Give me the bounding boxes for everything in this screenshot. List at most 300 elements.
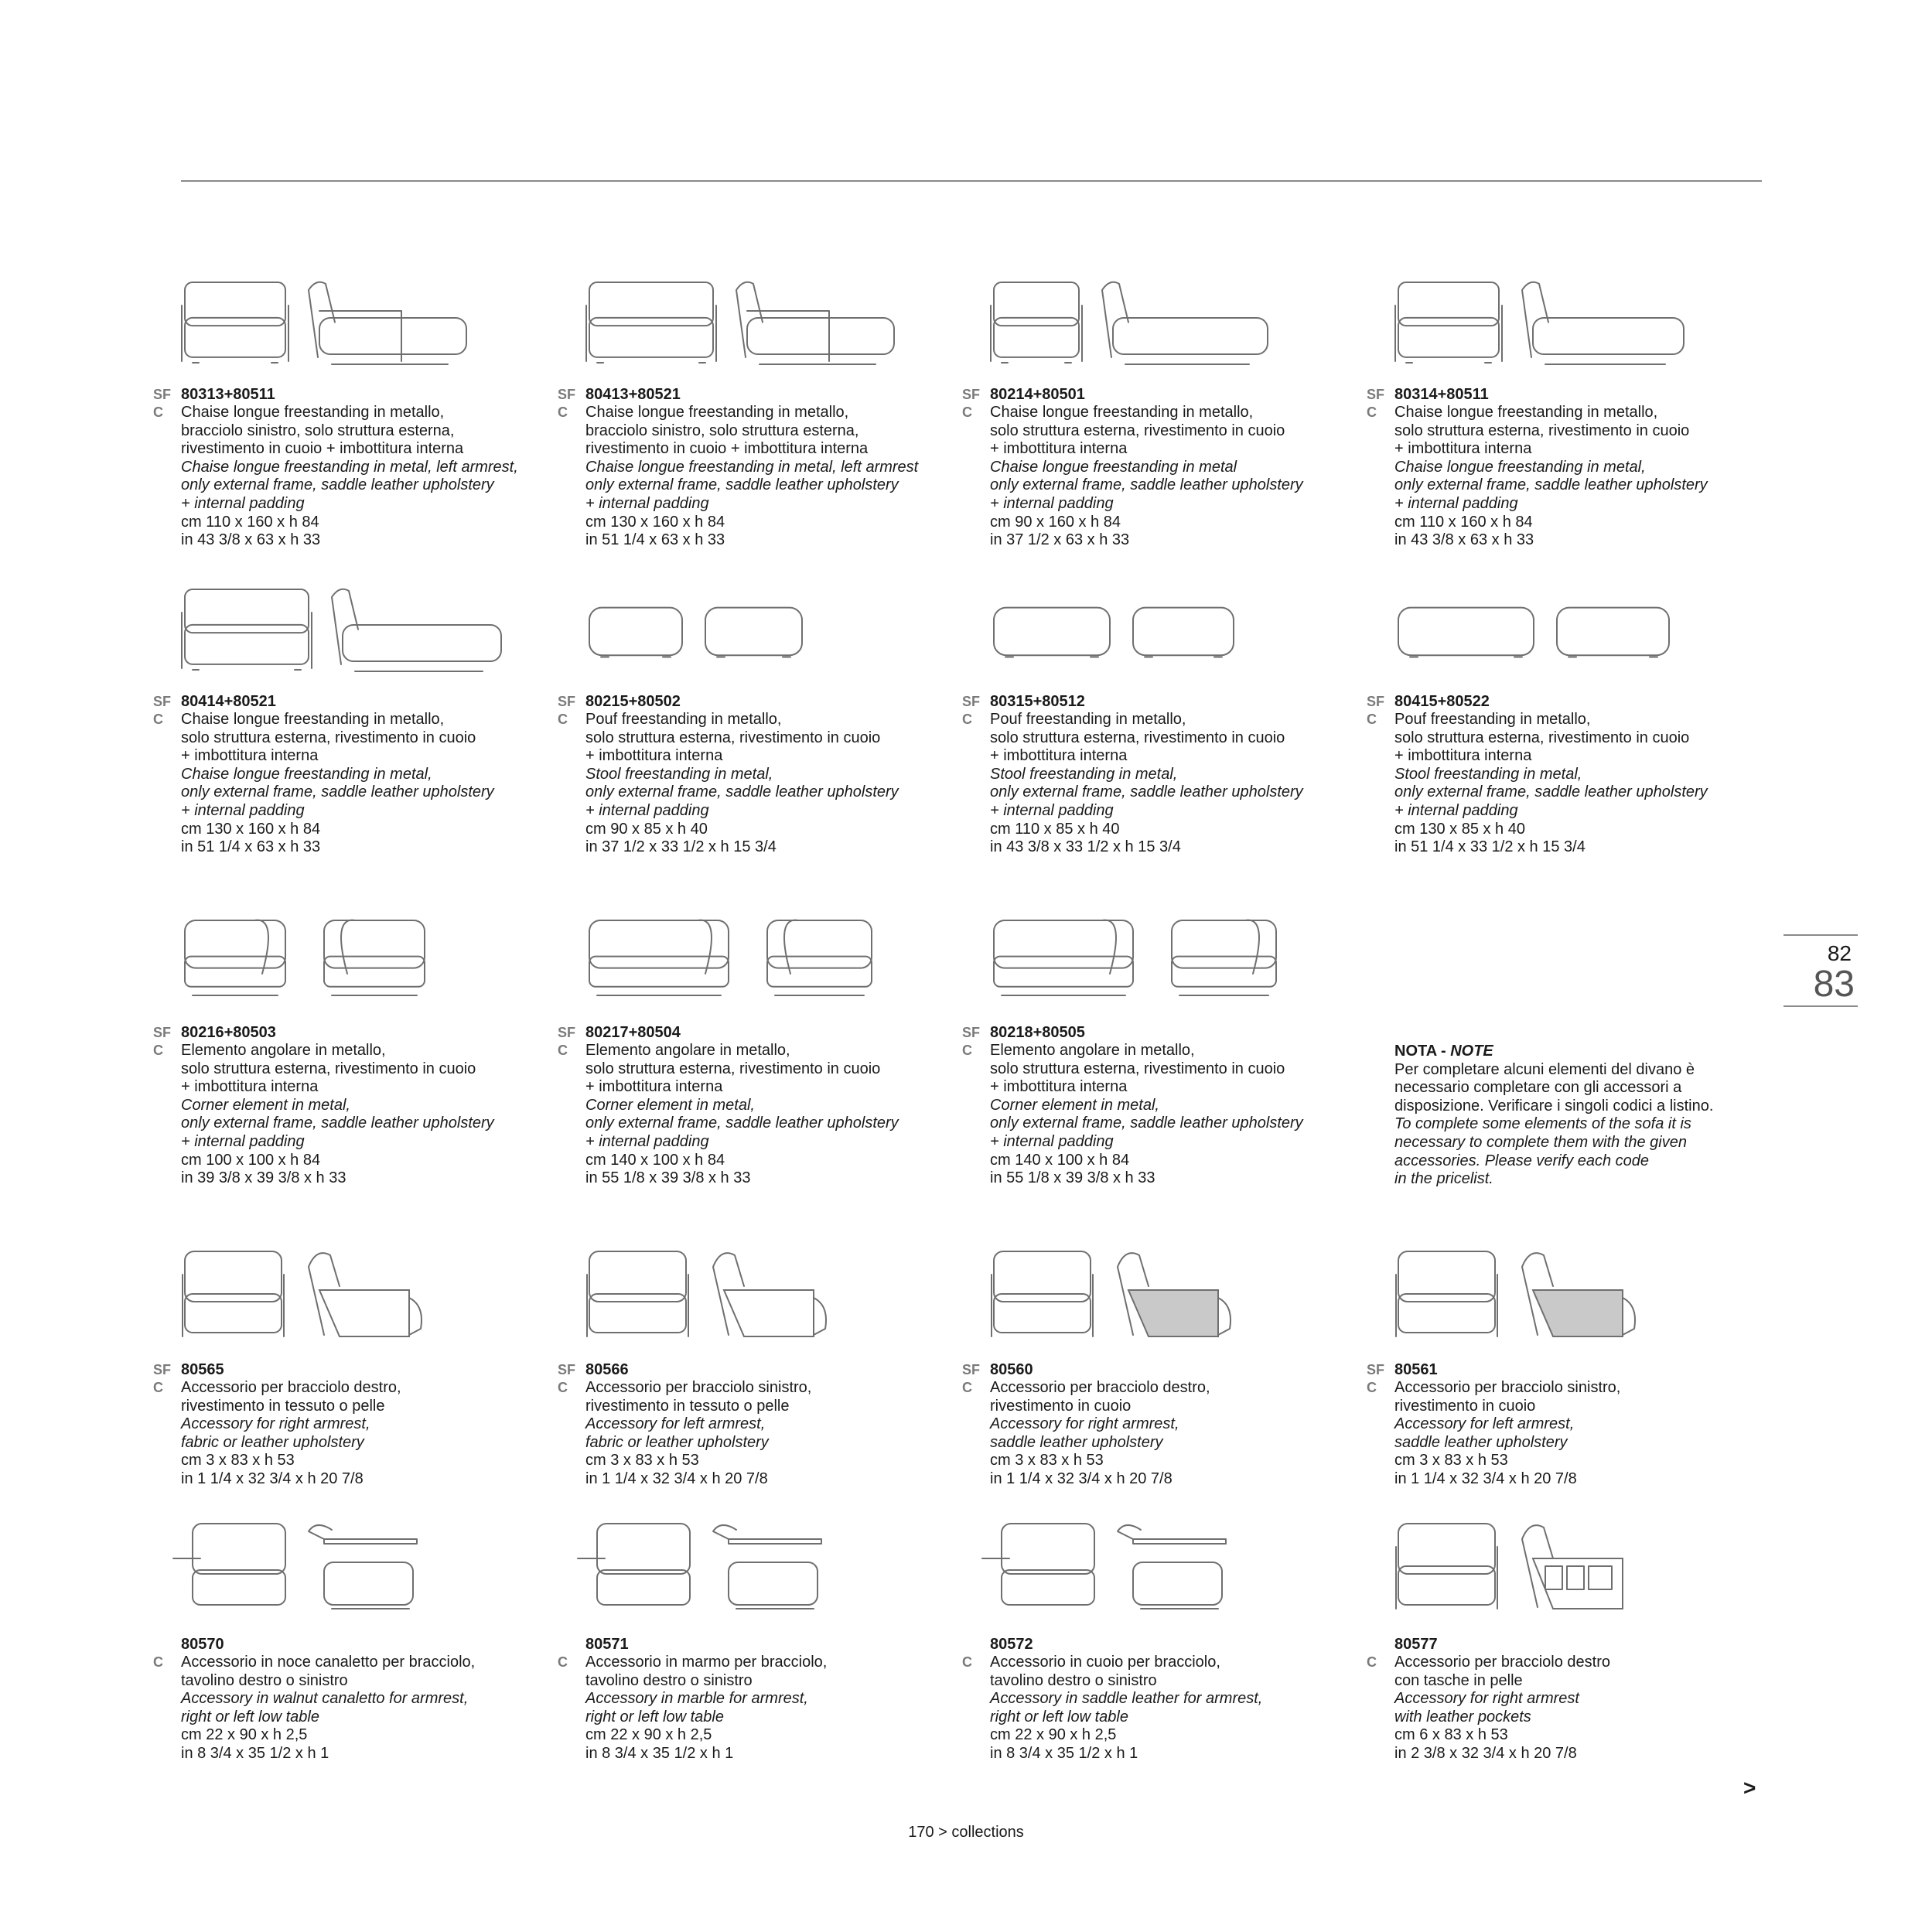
product-description bbox=[153, 1654, 475, 1763]
product-code: 80566 bbox=[585, 1361, 629, 1378]
description-line: Pouf freestanding in metallo, bbox=[990, 711, 1186, 728]
description-line-en: Accessory for left armrest, bbox=[585, 1415, 766, 1433]
product-code-row bbox=[962, 1635, 1033, 1654]
product-drawing-svg bbox=[181, 1244, 537, 1344]
product-description bbox=[1367, 1654, 1610, 1763]
spacer bbox=[153, 1398, 181, 1416]
spacer bbox=[1367, 838, 1394, 857]
description-line: cm 130 x 160 x h 84 bbox=[181, 820, 321, 838]
spacer bbox=[558, 1133, 585, 1152]
spacer bbox=[558, 1152, 585, 1170]
description-line-en: Chaise longue freestanding in metal, bbox=[1394, 458, 1646, 476]
description-line: cm 140 x 100 x h 84 bbox=[990, 1151, 1130, 1169]
product-drawing-svg bbox=[181, 909, 537, 1009]
description-line-en: Accessory in saddle leather for armrest, bbox=[990, 1690, 1263, 1708]
description-line: in 1 1/4 x 32 3/4 x h 20 7/8 bbox=[585, 1469, 768, 1487]
product-description bbox=[558, 404, 918, 550]
spacer bbox=[558, 440, 585, 459]
spacer bbox=[962, 440, 990, 459]
description-line-en: + internal padding bbox=[181, 494, 305, 512]
description-line-en: Accessory for right armrest, bbox=[181, 1415, 370, 1433]
description-line: cm 6 x 83 x h 53 bbox=[1394, 1726, 1508, 1744]
spacer bbox=[558, 1114, 585, 1133]
description-line-en: + internal padding bbox=[585, 801, 709, 819]
product-drawing bbox=[585, 582, 941, 682]
product-drawing bbox=[990, 582, 1346, 682]
spacer bbox=[558, 1398, 585, 1416]
c-tag: C bbox=[153, 1654, 163, 1670]
product-code: 80218+80505 bbox=[990, 1024, 1085, 1041]
product-drawing bbox=[181, 1244, 537, 1344]
spacer bbox=[1367, 495, 1394, 514]
description-line: rivestimento in cuoio + imbottitura interna bbox=[585, 440, 869, 458]
spacer bbox=[1367, 729, 1394, 748]
description-line: + imbottitura interna bbox=[990, 747, 1128, 765]
product-code-row bbox=[1367, 1635, 1438, 1654]
spacer bbox=[962, 1114, 990, 1133]
description-line: cm 110 x 85 x h 40 bbox=[990, 820, 1120, 838]
description-line: in 55 1/8 x 39 3/8 x h 33 bbox=[585, 1169, 751, 1187]
c-tag: C bbox=[962, 1380, 972, 1395]
description-line: in 37 1/2 x 33 1/2 x h 15 3/4 bbox=[585, 838, 777, 856]
product-code: 80571 bbox=[585, 1636, 629, 1653]
description-line: cm 3 x 83 x h 53 bbox=[990, 1452, 1104, 1469]
product-code: 80415+80522 bbox=[1394, 693, 1490, 710]
description-line-en: + internal padding bbox=[990, 1132, 1114, 1150]
spacer bbox=[153, 1726, 181, 1745]
description-line: Pouf freestanding in metallo, bbox=[585, 711, 782, 728]
spacer bbox=[558, 1434, 585, 1452]
description-line: solo struttura esterna, rivestimento in cuoio bbox=[585, 729, 881, 746]
description-line: tavolino destro o sinistro bbox=[181, 1671, 348, 1689]
description-line: in 37 1/2 x 63 x h 33 bbox=[990, 531, 1130, 549]
spacer bbox=[1367, 747, 1394, 766]
description-line-en: right or left low table bbox=[181, 1708, 319, 1725]
product-drawing-svg bbox=[1394, 275, 1750, 375]
spacer bbox=[558, 476, 585, 495]
spacer bbox=[558, 459, 585, 477]
spacer bbox=[153, 1114, 181, 1133]
spacer bbox=[1367, 1672, 1394, 1691]
sf-tag: SF bbox=[962, 1362, 981, 1377]
spacer bbox=[962, 1452, 990, 1470]
spacer bbox=[153, 1078, 181, 1097]
spacer bbox=[558, 531, 585, 550]
description-line-en: Stool freestanding in metal, bbox=[990, 765, 1178, 783]
description-line-en: fabric or leather upholstery bbox=[181, 1433, 364, 1451]
spacer bbox=[1367, 440, 1394, 459]
description-line: Accessorio in cuoio per bracciolo, bbox=[990, 1654, 1220, 1671]
description-line-en: + internal padding bbox=[990, 801, 1114, 819]
description-line: tavolino destro o sinistro bbox=[585, 1671, 753, 1689]
description-line-en: only external frame, saddle leather upholstery bbox=[585, 1114, 899, 1132]
description-line-en: + internal padding bbox=[181, 1132, 305, 1150]
c-tag: C bbox=[558, 1654, 568, 1670]
spacer bbox=[558, 1169, 585, 1188]
spacer bbox=[962, 783, 990, 802]
description-line: Accessorio per bracciolo destro bbox=[1394, 1654, 1611, 1671]
spacer bbox=[558, 1726, 585, 1745]
spacer bbox=[558, 802, 585, 821]
description-line: solo struttura esterna, rivestimento in cuoio bbox=[990, 422, 1285, 439]
sf-tag: SF bbox=[1367, 694, 1385, 709]
description-line-en: only external frame, saddle leather upholstery bbox=[181, 476, 494, 494]
spacer bbox=[558, 1078, 585, 1097]
description-line: rivestimento in tessuto o pelle bbox=[585, 1397, 790, 1415]
product-drawing-svg bbox=[990, 1516, 1346, 1616]
spacer bbox=[962, 821, 990, 839]
product-description bbox=[962, 1379, 1210, 1489]
spacer bbox=[962, 1745, 990, 1763]
product-drawing bbox=[990, 275, 1346, 375]
spacer bbox=[558, 1060, 585, 1079]
spacer bbox=[1367, 531, 1394, 550]
product-description bbox=[1367, 1379, 1620, 1489]
description-line-en: Chaise longue freestanding in metal, left armrest, bbox=[181, 458, 518, 476]
sf-tag: SF bbox=[962, 387, 981, 402]
product-code-row bbox=[1367, 692, 1490, 711]
spacer bbox=[558, 838, 585, 857]
c-tag: C bbox=[962, 404, 972, 420]
note-line: Per completare alcuni elementi del divano è bbox=[1394, 1060, 1695, 1078]
c-tag: C bbox=[1367, 712, 1377, 727]
spacer bbox=[962, 459, 990, 477]
product-drawing-svg bbox=[990, 582, 1346, 682]
description-line: + imbottitura interna bbox=[1394, 440, 1532, 458]
product-drawing bbox=[990, 1244, 1346, 1344]
description-line: cm 110 x 160 x h 84 bbox=[181, 513, 319, 531]
product-description bbox=[558, 711, 899, 857]
product-description bbox=[1367, 711, 1708, 857]
description-line: con tasche in pelle bbox=[1394, 1671, 1523, 1689]
description-line: Chaise longue freestanding in metallo, bbox=[181, 711, 445, 728]
sf-tag: SF bbox=[1367, 387, 1385, 402]
description-line: solo struttura esterna, rivestimento in cuoio bbox=[1394, 422, 1690, 439]
description-line-en: Chaise longue freestanding in metal, bbox=[181, 765, 432, 783]
spacer bbox=[153, 1452, 181, 1470]
spacer bbox=[558, 1708, 585, 1727]
sf-tag: SF bbox=[153, 694, 172, 709]
product-code-row bbox=[558, 1360, 629, 1379]
description-line: cm 130 x 160 x h 84 bbox=[585, 513, 725, 531]
description-line: + imbottitura interna bbox=[181, 747, 319, 765]
description-line: bracciolo sinistro, solo struttura esterna, bbox=[585, 422, 859, 439]
spacer bbox=[962, 1398, 990, 1416]
spacer bbox=[558, 422, 585, 441]
spacer bbox=[962, 1097, 990, 1115]
description-line-en: only external frame, saddle leather upholstery bbox=[990, 476, 1303, 494]
spacer bbox=[962, 1470, 990, 1489]
spacer bbox=[962, 729, 990, 748]
product-code-row bbox=[1367, 385, 1489, 404]
description-line-en: only external frame, saddle leather upholstery bbox=[990, 1114, 1303, 1132]
product-drawing-svg bbox=[585, 909, 941, 1009]
spacer bbox=[1367, 1434, 1394, 1452]
spacer bbox=[1367, 1415, 1394, 1434]
description-line-en: Accessory in walnut canaletto for armrest, bbox=[181, 1690, 469, 1708]
spacer bbox=[153, 1708, 181, 1727]
next-page-arrow[interactable]: > bbox=[1743, 1776, 1756, 1800]
description-line-en: + internal padding bbox=[585, 1132, 709, 1150]
product-description bbox=[153, 404, 518, 550]
spacer bbox=[962, 838, 990, 857]
description-line-en: only external frame, saddle leather upholstery bbox=[585, 783, 899, 801]
description-line: cm 100 x 100 x h 84 bbox=[181, 1151, 321, 1169]
product-description bbox=[962, 1042, 1303, 1188]
description-line: Chaise longue freestanding in metallo, bbox=[181, 404, 445, 421]
spacer bbox=[962, 1133, 990, 1152]
product-drawing bbox=[181, 909, 537, 1009]
spacer bbox=[558, 1452, 585, 1470]
spacer bbox=[153, 1169, 181, 1188]
c-tag: C bbox=[153, 1043, 163, 1058]
description-line-en: saddle leather upholstery bbox=[990, 1433, 1163, 1451]
product-drawing bbox=[585, 275, 941, 375]
spacer bbox=[153, 747, 181, 766]
spacer bbox=[153, 476, 181, 495]
description-line: cm 22 x 90 x h 2,5 bbox=[990, 1726, 1117, 1744]
product-drawing-svg bbox=[585, 582, 941, 682]
spacer bbox=[558, 1672, 585, 1691]
product-drawing-svg bbox=[585, 275, 941, 375]
spacer bbox=[558, 1745, 585, 1763]
product-description bbox=[962, 711, 1303, 857]
product-code-row bbox=[153, 1023, 276, 1042]
description-line-en: right or left low table bbox=[990, 1708, 1128, 1725]
product-code-row bbox=[962, 1023, 1085, 1042]
product-code-row bbox=[153, 1635, 224, 1654]
product-description bbox=[153, 711, 494, 857]
product-code-row bbox=[558, 692, 681, 711]
spacer bbox=[153, 1097, 181, 1115]
product-drawing-svg bbox=[1394, 1244, 1750, 1344]
product-code: 80577 bbox=[1394, 1636, 1438, 1653]
spacer bbox=[1367, 459, 1394, 477]
c-tag: C bbox=[558, 1043, 568, 1058]
spacer bbox=[962, 514, 990, 532]
product-drawing bbox=[181, 582, 537, 682]
page-number-rule bbox=[1784, 934, 1858, 936]
description-line-en: Accessory for left armrest, bbox=[1394, 1415, 1575, 1433]
spacer bbox=[153, 729, 181, 748]
note-line-en: To complete some elements of the sofa it is bbox=[1394, 1115, 1691, 1133]
description-line: in 8 3/4 x 35 1/2 x h 1 bbox=[181, 1744, 329, 1762]
note-line-en: in the pricelist. bbox=[1394, 1170, 1493, 1188]
description-line: solo struttura esterna, rivestimento in cuoio bbox=[990, 1060, 1285, 1077]
spacer bbox=[153, 459, 181, 477]
product-code: 80560 bbox=[990, 1361, 1033, 1378]
description-line: bracciolo sinistro, solo struttura esterna, bbox=[181, 422, 455, 439]
description-line: cm 3 x 83 x h 53 bbox=[181, 1452, 295, 1469]
product-code: 80215+80502 bbox=[585, 693, 681, 710]
description-line: rivestimento in cuoio + imbottitura interna bbox=[181, 440, 464, 458]
spacer bbox=[153, 1690, 181, 1708]
spacer bbox=[962, 531, 990, 550]
spacer bbox=[153, 531, 181, 550]
product-drawing bbox=[1394, 1516, 1750, 1616]
spacer bbox=[1367, 1745, 1394, 1763]
product-description bbox=[153, 1042, 494, 1188]
page-footer: 170 > collections bbox=[908, 1824, 1024, 1841]
description-line-en: fabric or leather upholstery bbox=[585, 1433, 769, 1451]
note-line-en: accessories. Please verify each code bbox=[1394, 1152, 1650, 1169]
spacer bbox=[558, 1097, 585, 1115]
spacer bbox=[962, 1169, 990, 1188]
description-line: solo struttura esterna, rivestimento in cuoio bbox=[990, 729, 1285, 746]
spacer bbox=[962, 1078, 990, 1097]
spacer bbox=[153, 802, 181, 821]
spacer bbox=[153, 422, 181, 441]
spacer bbox=[153, 1060, 181, 1079]
description-line: in 51 1/4 x 63 x h 33 bbox=[181, 838, 321, 856]
product-description bbox=[962, 1654, 1262, 1763]
product-code-row bbox=[558, 385, 681, 404]
description-line: Accessorio per bracciolo destro, bbox=[181, 1379, 401, 1396]
description-line: in 51 1/4 x 63 x h 33 bbox=[585, 531, 725, 549]
c-tag: C bbox=[962, 712, 972, 727]
description-line: cm 3 x 83 x h 53 bbox=[1394, 1452, 1508, 1469]
spacer bbox=[558, 514, 585, 532]
spacer bbox=[153, 440, 181, 459]
product-description bbox=[1367, 404, 1708, 550]
c-tag: C bbox=[1367, 1380, 1377, 1395]
product-description bbox=[962, 404, 1303, 550]
product-code-row bbox=[153, 692, 276, 711]
spacer bbox=[962, 1434, 990, 1452]
description-line: + imbottitura interna bbox=[990, 440, 1128, 458]
spacer bbox=[962, 1690, 990, 1708]
description-line: Accessorio per bracciolo sinistro, bbox=[1394, 1379, 1621, 1396]
description-line-en: Chaise longue freestanding in metal, left armrest bbox=[585, 458, 919, 476]
c-tag: C bbox=[558, 712, 568, 727]
spacer bbox=[558, 1690, 585, 1708]
description-line-en: + internal padding bbox=[1394, 801, 1518, 819]
description-line: in 8 3/4 x 35 1/2 x h 1 bbox=[990, 1744, 1138, 1762]
spacer bbox=[962, 747, 990, 766]
description-line: + imbottitura interna bbox=[585, 747, 723, 765]
product-drawing bbox=[990, 909, 1346, 1009]
product-code: 80561 bbox=[1394, 1361, 1438, 1378]
description-line: Chaise longue freestanding in metallo, bbox=[585, 404, 849, 421]
page-number-left: 82 bbox=[1827, 941, 1852, 965]
c-tag: C bbox=[153, 404, 163, 420]
spacer bbox=[153, 1745, 181, 1763]
c-tag: C bbox=[1367, 1654, 1377, 1670]
product-drawing bbox=[585, 1244, 941, 1344]
product-code-row bbox=[1367, 1360, 1438, 1379]
description-line: Chaise longue freestanding in metallo, bbox=[1394, 404, 1658, 421]
description-line: in 43 3/8 x 33 1/2 x h 15 3/4 bbox=[990, 838, 1181, 856]
description-line: in 1 1/4 x 32 3/4 x h 20 7/8 bbox=[990, 1469, 1173, 1487]
product-drawing-svg bbox=[181, 275, 537, 375]
description-line-en: only external frame, saddle leather upholstery bbox=[585, 476, 899, 494]
description-line: cm 130 x 85 x h 40 bbox=[1394, 820, 1525, 838]
sf-tag: SF bbox=[1367, 1362, 1385, 1377]
description-line-en: only external frame, saddle leather upholstery bbox=[1394, 783, 1708, 801]
description-line: solo struttura esterna, rivestimento in cuoio bbox=[1394, 729, 1690, 746]
product-description bbox=[558, 1379, 811, 1489]
description-line-en: with leather pockets bbox=[1394, 1708, 1531, 1725]
spacer bbox=[1367, 514, 1394, 532]
spacer bbox=[962, 1726, 990, 1745]
spacer bbox=[1367, 783, 1394, 802]
description-line-en: Corner element in metal, bbox=[181, 1096, 350, 1114]
product-drawing bbox=[181, 1516, 537, 1616]
product-code: 80217+80504 bbox=[585, 1024, 681, 1041]
description-line: solo struttura esterna, rivestimento in cuoio bbox=[181, 1060, 476, 1077]
sf-tag: SF bbox=[153, 1362, 172, 1377]
description-line: in 1 1/4 x 32 3/4 x h 20 7/8 bbox=[1394, 1469, 1577, 1487]
description-line: rivestimento in tessuto o pelle bbox=[181, 1397, 385, 1415]
description-line-en: only external frame, saddle leather upholstery bbox=[181, 1114, 494, 1132]
product-drawing bbox=[1394, 582, 1750, 682]
spacer bbox=[558, 766, 585, 784]
sf-tag: SF bbox=[962, 1025, 981, 1040]
product-code: 80315+80512 bbox=[990, 693, 1085, 710]
description-line-en: Accessory for right armrest, bbox=[990, 1415, 1179, 1433]
description-line-en: right or left low table bbox=[585, 1708, 724, 1725]
description-line: cm 90 x 160 x h 84 bbox=[990, 513, 1121, 531]
product-drawing-svg bbox=[181, 582, 537, 682]
spacer bbox=[558, 729, 585, 748]
spacer bbox=[962, 495, 990, 514]
spacer bbox=[153, 783, 181, 802]
spacer bbox=[558, 1415, 585, 1434]
description-line-en: Accessory for right armrest bbox=[1394, 1690, 1579, 1708]
c-tag: C bbox=[962, 1043, 972, 1058]
description-line-en: Stool freestanding in metal, bbox=[585, 765, 773, 783]
c-tag: C bbox=[153, 712, 163, 727]
description-line: in 8 3/4 x 35 1/2 x h 1 bbox=[585, 1744, 734, 1762]
product-code: 80314+80511 bbox=[1394, 386, 1489, 403]
description-line: solo struttura esterna, rivestimento in cuoio bbox=[181, 729, 476, 746]
description-line: in 55 1/8 x 39 3/8 x h 33 bbox=[990, 1169, 1155, 1187]
spacer bbox=[153, 766, 181, 784]
product-drawing bbox=[1394, 1244, 1750, 1344]
spacer bbox=[1367, 422, 1394, 441]
product-drawing-svg bbox=[585, 1244, 941, 1344]
spacer bbox=[1367, 1690, 1394, 1708]
product-code: 80313+80511 bbox=[181, 386, 275, 403]
sf-tag: SF bbox=[558, 387, 576, 402]
spacer bbox=[1367, 766, 1394, 784]
spacer bbox=[1367, 1470, 1394, 1489]
product-code: 80565 bbox=[181, 1361, 224, 1378]
description-line: rivestimento in cuoio bbox=[990, 1397, 1132, 1415]
description-line: in 43 3/8 x 63 x h 33 bbox=[1394, 531, 1534, 549]
description-line: in 1 1/4 x 32 3/4 x h 20 7/8 bbox=[181, 1469, 364, 1487]
spacer bbox=[153, 1672, 181, 1691]
description-line: Accessorio per bracciolo sinistro, bbox=[585, 1379, 812, 1396]
description-line: tavolino destro o sinistro bbox=[990, 1671, 1157, 1689]
spacer bbox=[962, 476, 990, 495]
c-tag: C bbox=[962, 1654, 972, 1670]
description-line: + imbottitura interna bbox=[990, 1078, 1128, 1096]
sf-tag: SF bbox=[153, 387, 172, 402]
description-line: in 2 3/8 x 32 3/4 x h 20 7/8 bbox=[1394, 1744, 1577, 1762]
description-line-en: + internal padding bbox=[990, 494, 1114, 512]
spacer bbox=[962, 1060, 990, 1079]
spacer bbox=[153, 1470, 181, 1489]
spacer bbox=[1367, 1398, 1394, 1416]
description-line: Accessorio in marmo per bracciolo, bbox=[585, 1654, 828, 1671]
description-line-en: Corner element in metal, bbox=[990, 1096, 1159, 1114]
description-line: Elemento angolare in metallo, bbox=[585, 1042, 790, 1059]
product-drawing-svg bbox=[990, 909, 1346, 1009]
spacer bbox=[558, 747, 585, 766]
spacer bbox=[1367, 1726, 1394, 1745]
spacer bbox=[153, 1152, 181, 1170]
